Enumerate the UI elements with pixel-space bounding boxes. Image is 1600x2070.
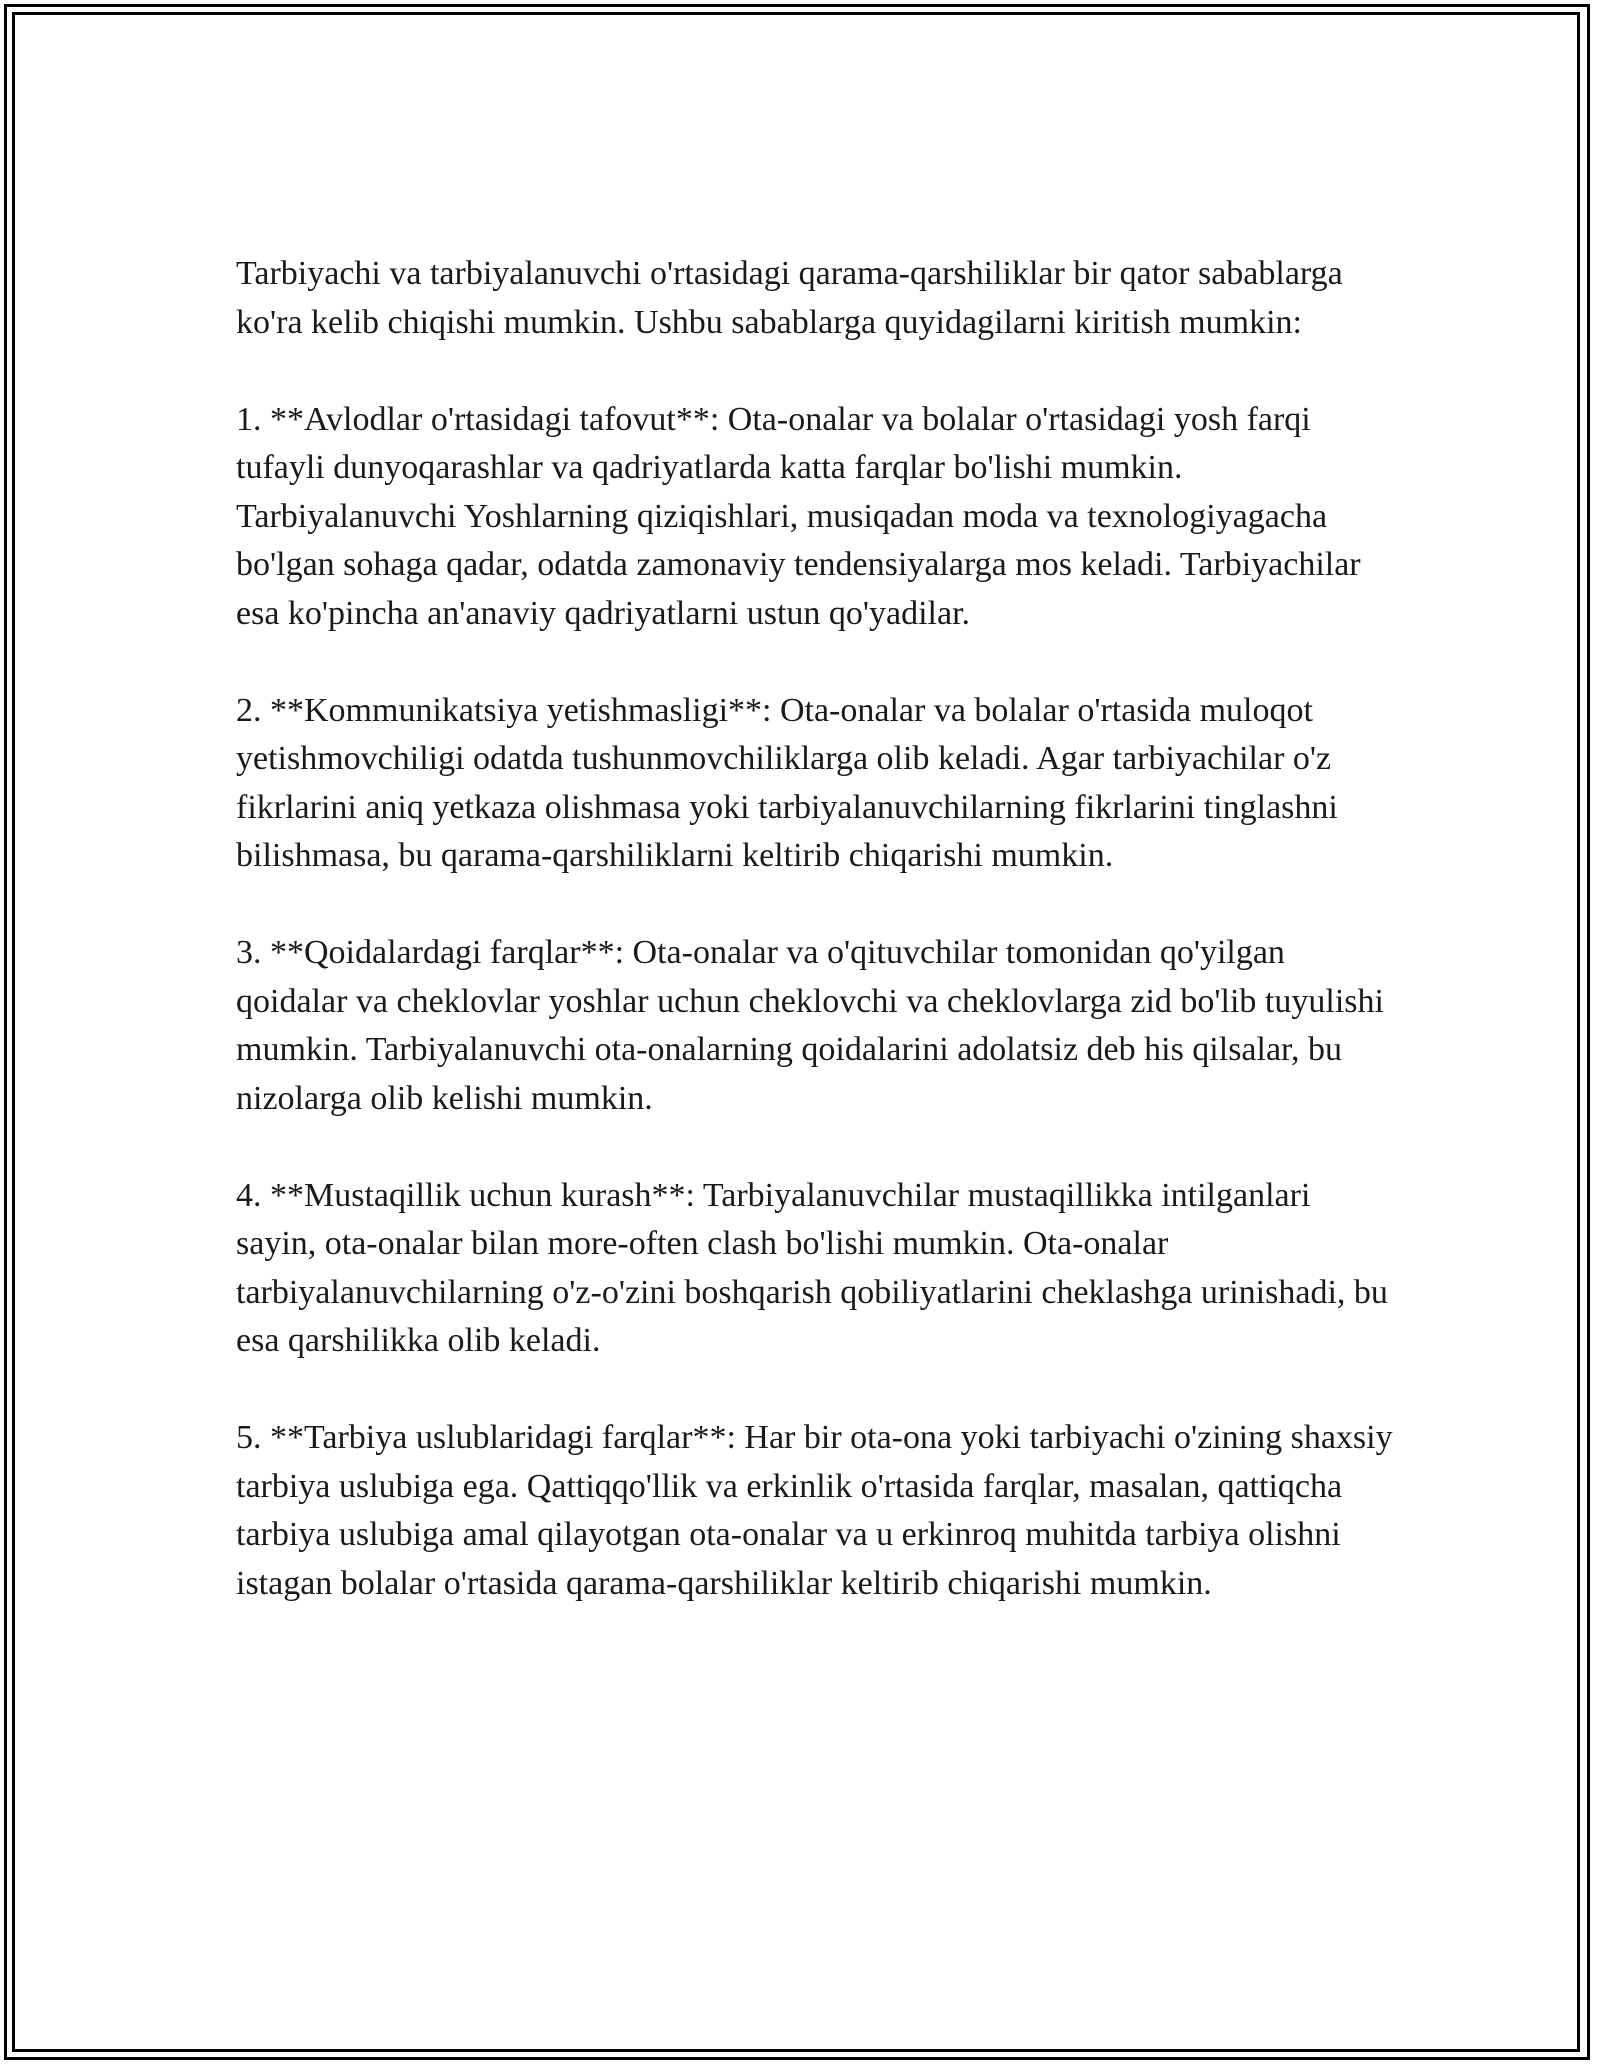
list-item-5: 5. **Tarbiya uslublaridagi farqlar**: Har bir ota-ona yoki tarbiyachi o'zining shaxsiy tarbiya uslubiga ega. Qattiqqo'llik va erkinlik o'rtasida farqlar, masalan, qattiqcha tarbiya uslubiga amal qilayotgan ota-onalar va u erkinroq muhitda tarbiya olishni istagan bolalar o'rtasida qarama-qarshiliklar keltirib chiqarishi mumkin. <box>236 1419 1393 1602</box>
intro-paragraph: Tarbiyachi va tarbiyalanuvchi o'rtasidagi qarama-qarshiliklar bir qator sabablarga ko'ra kelib chiqishi mumkin. Ushbu sabablarga quyidagilarni kiritish mumkin: <box>236 255 1343 341</box>
list-item-2: 2. **Kommunikatsiya yetishmasligi**: Ota-onalar va bolalar o'rtasida muloqot yetishmovchiligi odatda tushunmovchiliklarga olib keladi. Agar tarbiyachilar o'z fikrlarini aniq yetkaza olishmasa yoki tarbiyalanuvchilarning fikrlarini tinglashni bilishmasa, bu qarama-qarshiliklarni keltirib chiqarishi mumkin. <box>236 691 1338 874</box>
list-item-4: 4. **Mustaqillik uchun kurash**: Tarbiyalanuvchilar mustaqillikka intilganlari sayin, ota-onalar bilan more-often clash bo'lishi mumkin. Ota-onalar tarbiyalanuvchilarning o'z-o'zini boshqarish qobiliyatlarini cheklashga urinishadi, bu esa qarshilikka olib keladi. <box>236 1176 1388 1359</box>
list-item-3: 3. **Qoidalardagi farqlar**: Ota-onalar va o'qituvchilar tomonidan qo'yilgan qoidalar va cheklovlar yoshlar uchun cheklovchi va cheklovlarga zid bo'lib tuyulishi mumkin. Tarbiyalanuvchi ota-onalarning qoidalarini adolatsiz deb his qilsalar, bu nizolarga olib kelishi mumkin. <box>236 934 1384 1117</box>
list-item-1: 1. **Avlodlar o'rtasidagi tafovut**: Ota-onalar va bolalar o'rtasidagi yosh farqi tufayli dunyoqarashlar va qadriyatlarda katta farqlar bo'lishi mumkin. Tarbiyalanuvchi Yoshlarning qiziqishlari, musiqadan moda va texnologiyagacha bo'lgan sohaga qadar, odatda zamonaviy tendensiyalarga mos keladi. Tarbiyachilar esa ko'pincha an'anaviy qadriyatlarni ustun qo'yadilar. <box>236 400 1361 632</box>
document-body <box>236 250 1396 1608</box>
